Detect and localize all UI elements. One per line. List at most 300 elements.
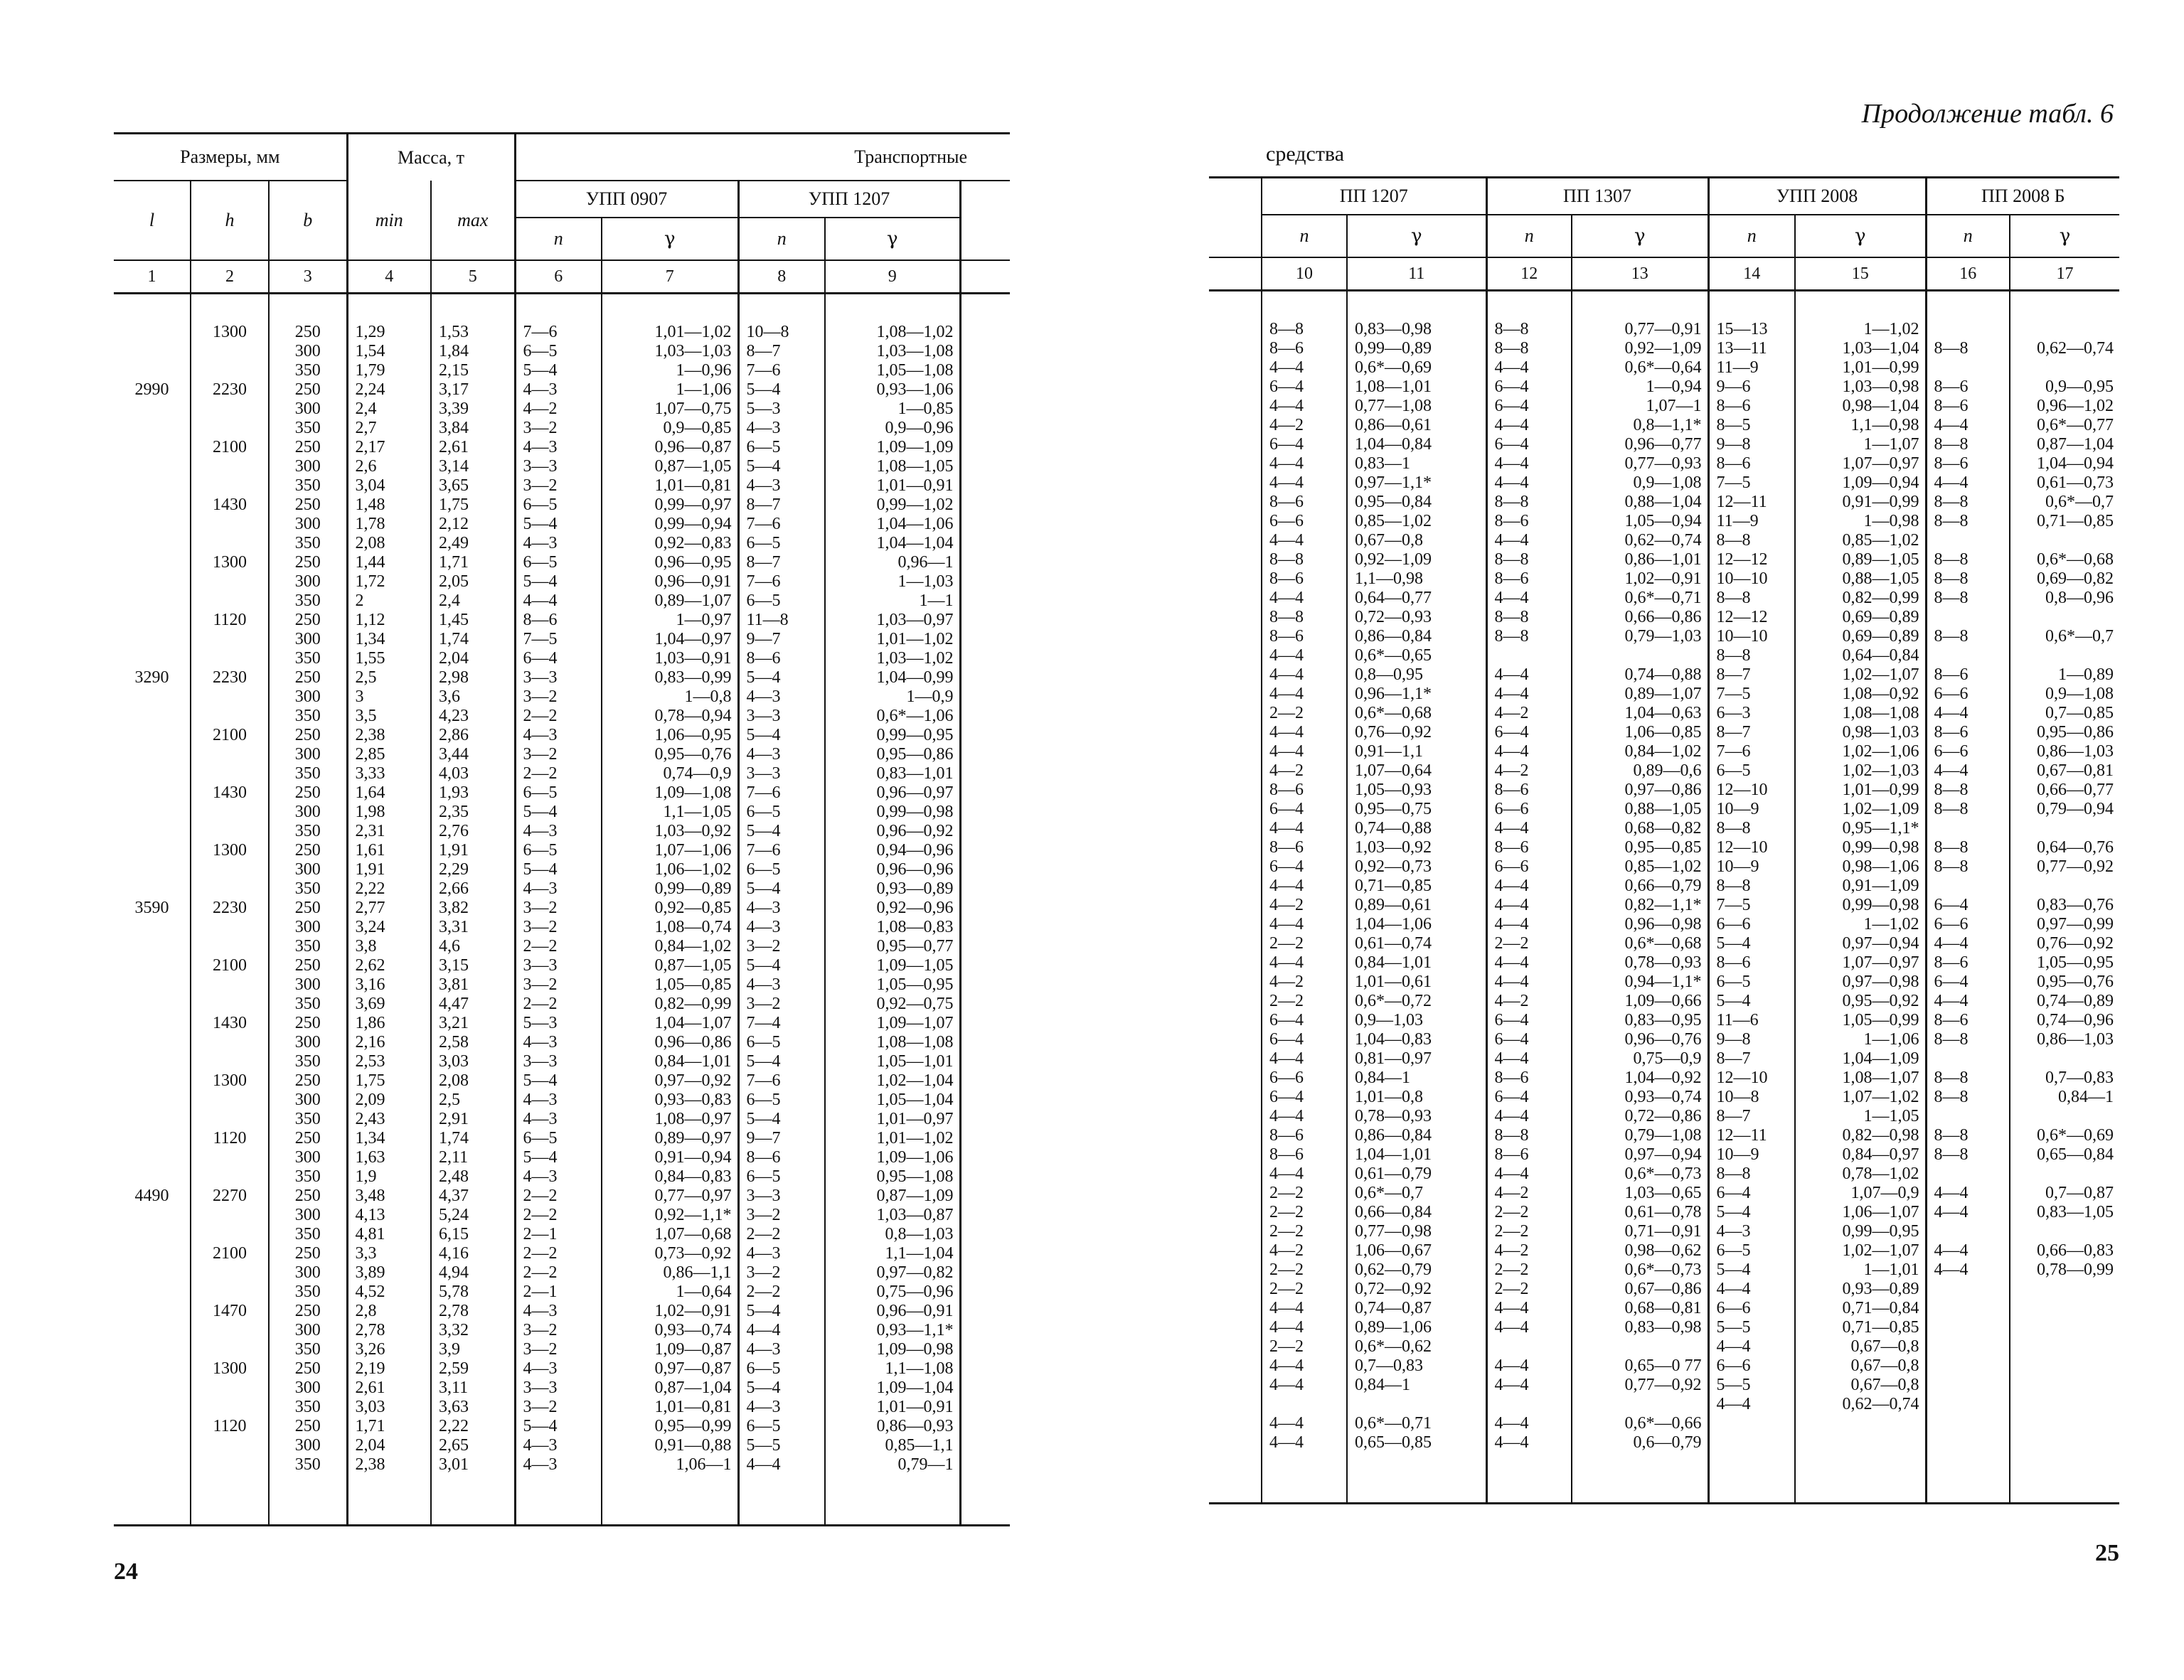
cell-b: 250: [269, 323, 347, 342]
table-row: [1209, 1222, 2119, 1241]
cell-h: 1430: [191, 496, 269, 515]
cell-gamma-pp1307: 0,68—0,81: [1572, 1299, 1708, 1318]
cell-gamma-upp2008: 0,98—1,04: [1795, 397, 1926, 416]
cell-n-pp1307: [1486, 1395, 1572, 1414]
cell-gamma-pp2008b: 0,6*—0,68: [2037, 550, 2114, 569]
cell-n-pp1307: 4—4: [1486, 1049, 1572, 1069]
cell-gamma-pp2008b: [2010, 1318, 2119, 1337]
cell-gamma-upp2008: 1—1,06: [1795, 1030, 1926, 1049]
cell-gamma-upp0907: 0,89—0,97: [602, 1129, 738, 1148]
cell-gamma-upp2008: 0,95—1,1*: [1795, 819, 1926, 838]
table-row: [114, 342, 1010, 361]
cell-n-pp1307: 2—2: [1486, 1203, 1572, 1222]
cell-n-upp2008: 12—10: [1708, 1069, 1795, 1088]
table-row: [114, 457, 1010, 476]
cell-n-pp1207: 4—4: [1262, 1357, 1347, 1376]
cell-gamma-pp2008b: 0,66—0,77: [2037, 781, 2114, 799]
cell-gamma-pp1207: 0,84—1: [1347, 1376, 1486, 1395]
cell-min: 3,89: [347, 1263, 431, 1283]
cell-max: 3,31: [431, 918, 515, 937]
cell-gamma-pp1207: 0,92—1,09: [1347, 550, 1486, 569]
table-row: [1209, 1126, 2119, 1145]
cell-max: 3,9: [431, 1340, 515, 1359]
cell-min: 2,62: [347, 956, 431, 975]
cell-gamma-pp1307: 0,93—0,74: [1572, 1088, 1708, 1107]
cell-gamma-pp1207: 1,03—0,92: [1347, 838, 1486, 857]
empty-cell: [960, 1187, 1010, 1206]
cell-gamma-pp1307: 0,72—0,86: [1572, 1107, 1708, 1126]
cell-gamma-pp2008b: [2010, 1049, 2119, 1069]
cell-h: 2100: [191, 956, 269, 975]
cell-n-pp1307: 8—6: [1486, 838, 1572, 857]
cell-n-pp1207: 4—4: [1262, 953, 1347, 973]
table-row: [1209, 704, 2119, 723]
cell-n-upp2008: 6—5: [1708, 973, 1795, 992]
cell-gamma-pp1207: 0,89—0,61: [1347, 896, 1486, 915]
cell-l: [114, 457, 191, 476]
table-row: [114, 1071, 1010, 1091]
table-row: [1209, 531, 2119, 550]
cell-n-upp2008: 10—10: [1708, 627, 1795, 646]
cell-gamma-pp2008b: 0,97—0,99: [2037, 915, 2114, 933]
cell-b: 250: [269, 496, 347, 515]
cell-n-upp0907: 3—3: [515, 956, 602, 975]
empty-cell: [1209, 1049, 1262, 1069]
cell-n-pp1207: 4—4: [1262, 1433, 1347, 1452]
cell-min: 2,78: [347, 1321, 431, 1340]
cell-gamma-upp0907: 1—0,64: [602, 1283, 738, 1302]
table-row: [114, 1340, 1010, 1359]
cell-l: [114, 764, 191, 783]
empty-cell: [1209, 1203, 1262, 1222]
table-row: [1209, 1280, 2119, 1299]
cell-n-pp1307: 4—4: [1486, 1357, 1572, 1376]
cell-n-upp2008: 10—9: [1708, 1145, 1795, 1165]
cell-n-pp1307: 6—4: [1486, 723, 1572, 742]
cell-max: 2,91: [431, 1110, 515, 1129]
empty-cell: [1209, 953, 1262, 973]
cell-gamma-pp1307: 0,6*—0,73: [1572, 1261, 1708, 1280]
cell-n-upp2008: 8—6: [1708, 397, 1795, 416]
cell-gamma-pp2008b: 0,9—1,08: [2045, 685, 2114, 703]
cell-l: [114, 1167, 191, 1187]
cell-n-upp2008: 11—9: [1708, 512, 1795, 531]
cell-h: [191, 918, 269, 937]
cell-gamma-pp2008b: [2010, 1414, 2119, 1433]
cell-n-upp1207: 6—5: [738, 534, 825, 553]
cell-gamma-pp1307: 0,79—1,08: [1572, 1126, 1708, 1145]
cell-l: [114, 745, 191, 764]
cell-n-pp1207: 4—4: [1262, 1376, 1347, 1395]
cell-n-pp2008b: 8—6: [1926, 665, 2010, 685]
cell-n-pp1307: 6—6: [1486, 857, 1572, 877]
cell-n-pp2008b: [1926, 1280, 2010, 1299]
cell-max: 2,15: [431, 361, 515, 380]
cell-n-pp1207: 4—4: [1262, 819, 1347, 838]
table-row: [1209, 1203, 2119, 1222]
empty-cell: [1209, 800, 1262, 819]
cell-gamma-pp1307: 0,79—1,03: [1572, 627, 1708, 646]
cell-n-upp1207: 7—6: [738, 841, 825, 860]
cell-gamma-upp2008: 0,93—0,89: [1795, 1280, 1926, 1299]
cell-gamma-pp1207: 0,84—1,01: [1347, 953, 1486, 973]
cell-n-upp2008: 7—6: [1708, 742, 1795, 761]
table-row: [1209, 454, 2119, 473]
cell-min: 3: [347, 687, 431, 707]
header-gamma: γ: [1795, 215, 1926, 257]
cell-n-pp1207: 6—6: [1262, 1069, 1347, 1088]
cell-h: [191, 1436, 269, 1455]
cell-max: 2,11: [431, 1148, 515, 1167]
empty-cell: [960, 687, 1010, 707]
cell-b: 300: [269, 572, 347, 592]
cell-n-pp2008b: [1926, 1318, 2010, 1337]
empty-cell: [960, 457, 1010, 476]
cell-gamma-upp0907: 1,1—1,05: [602, 803, 738, 822]
cell-b: 300: [269, 918, 347, 937]
table-row: [1209, 953, 2119, 973]
cell-max: 1,74: [431, 1129, 515, 1148]
cell-gamma-pp1207: 1,05—0,93: [1347, 781, 1486, 800]
table-row: [114, 822, 1010, 841]
cell-n-upp2008: 4—4: [1708, 1337, 1795, 1357]
cell-n-pp1207: 4—4: [1262, 1318, 1347, 1337]
empty-cell: [1209, 1357, 1262, 1376]
cell-n-pp1207: 2—2: [1262, 1261, 1347, 1280]
empty-cell: [1209, 1433, 1262, 1452]
cell-n-upp0907: 7—6: [515, 323, 602, 342]
cell-n-pp2008b: [1926, 1222, 2010, 1241]
cell-n-upp2008: 6—5: [1708, 761, 1795, 781]
table-row: [114, 515, 1010, 534]
cell-gamma-pp1307: 0,96—0,76: [1572, 1030, 1708, 1049]
table-row: [114, 783, 1010, 803]
cell-n-pp1307: 8—6: [1486, 569, 1572, 589]
cell-gamma-pp1307: 0,84—1,02: [1572, 742, 1708, 761]
empty-cell: [1209, 877, 1262, 896]
cell-gamma-pp2008b: [2010, 877, 2119, 896]
cell-n-upp0907: 4—3: [515, 1110, 602, 1129]
cell-gamma-pp2008b: 0,95—0,76: [2037, 973, 2114, 991]
table-row: [114, 1187, 1010, 1206]
cell-gamma-upp1207: 0,99—0,98: [825, 803, 960, 822]
cell-gamma-pp2008b: [2010, 819, 2119, 838]
cell-n-upp1207: 7—6: [738, 783, 825, 803]
cell-gamma-pp1307: 0,77—0,92: [1572, 1376, 1708, 1395]
cell-n-pp2008b: 4—4: [1926, 1261, 2010, 1280]
cell-l: [114, 937, 191, 956]
empty-cell: [1209, 896, 1262, 915]
table-row: [114, 745, 1010, 764]
empty-cell: [1209, 320, 1262, 339]
cell-n-upp1207: 5—4: [738, 879, 825, 899]
cell-min: 2,04: [347, 1436, 431, 1455]
cell-gamma-pp1207: [1347, 1395, 1486, 1414]
table-row: [114, 572, 1010, 592]
cell-max: 2,61: [431, 438, 515, 457]
cell-n-pp1307: 8—8: [1486, 627, 1572, 646]
cell-gamma-upp0907: 1,01—1,02: [602, 323, 738, 342]
cell-min: 1,9: [347, 1167, 431, 1187]
cell-b: 300: [269, 975, 347, 995]
cell-n-pp2008b: 4—4: [1926, 992, 2010, 1011]
cell-n-pp2008b: 8—8: [1926, 800, 2010, 819]
col-num: 10: [1262, 257, 1347, 291]
cell-n-upp2008: 5—4: [1708, 1203, 1795, 1222]
empty-cell: [960, 323, 1010, 342]
cell-gamma-upp0907: 0,96—0,95: [602, 553, 738, 572]
table-row: [1209, 589, 2119, 608]
table-row: [1209, 1145, 2119, 1165]
cell-gamma-upp0907: 0,92—0,83: [602, 534, 738, 553]
cell-gamma-upp2008: 0,62—0,74: [1795, 1395, 1926, 1414]
cell-max: 5,24: [431, 1206, 515, 1225]
header-n: n: [738, 218, 825, 260]
cell-gamma-upp1207: 0,79—1: [825, 1455, 960, 1475]
cell-n-upp2008: 12—12: [1708, 550, 1795, 569]
cell-h: 1300: [191, 841, 269, 860]
header-n: n: [1262, 215, 1347, 257]
cell-n-pp2008b: [1926, 877, 2010, 896]
cell-gamma-pp1307: 0,83—0,95: [1572, 1011, 1708, 1030]
header-n: n: [1926, 215, 2010, 257]
table-row: [114, 1379, 1010, 1398]
cell-n-pp2008b: 4—4: [1926, 1241, 2010, 1261]
cell-gamma-upp0907: 1,09—0,87: [602, 1340, 738, 1359]
cell-n-pp1307: 8—6: [1486, 1145, 1572, 1165]
table-row: [1209, 742, 2119, 761]
table-row: [114, 1359, 1010, 1379]
table-row: [114, 879, 1010, 899]
cell-n-upp0907: 6—5: [515, 841, 602, 860]
cell-gamma-upp1207: 1—1,03: [825, 572, 960, 592]
cell-n-upp0907: 3—3: [515, 668, 602, 687]
cell-n-upp1207: 9—7: [738, 630, 825, 649]
cell-n-upp1207: 6—5: [738, 1033, 825, 1052]
empty-cell: [960, 572, 1010, 592]
empty-cell: [1209, 339, 1262, 358]
cell-gamma-pp2008b: [2010, 320, 2119, 339]
cell-b: 300: [269, 1436, 347, 1455]
cell-gamma-pp1207: 0,83—0,98: [1347, 320, 1486, 339]
cell-gamma-pp1307: 0,8—1,1*: [1572, 416, 1708, 435]
table-row: [1209, 1069, 2119, 1088]
cell-gamma-pp1307: 0,78—0,93: [1572, 953, 1708, 973]
cell-gamma-upp1207: 1,09—1,09: [825, 438, 960, 457]
cell-n-upp1207: 7—6: [738, 515, 825, 534]
table-row: [1209, 1357, 2119, 1376]
table-row: [114, 764, 1010, 783]
empty-cell: [960, 1263, 1010, 1283]
cell-gamma-pp1207: 0,6*—0,69: [1347, 358, 1486, 378]
cell-n-upp2008: 6—6: [1708, 1299, 1795, 1318]
cell-gamma-pp1307: [1572, 646, 1708, 665]
cell-gamma-pp2008b: 0,6*—0,7: [2045, 493, 2114, 511]
cell-n-upp0907: 3—2: [515, 975, 602, 995]
table-row: [1209, 550, 2119, 569]
cell-gamma-upp2008: 0,71—0,84: [1795, 1299, 1926, 1318]
cell-gamma-upp2008: 1,06—1,07: [1795, 1203, 1926, 1222]
cell-b: 300: [269, 860, 347, 879]
empty-cell: [960, 1321, 1010, 1340]
cell-n-upp0907: 5—4: [515, 803, 602, 822]
cell-n-pp1207: 6—4: [1262, 378, 1347, 397]
cell-n-upp1207: 4—3: [738, 476, 825, 496]
cell-h: [191, 975, 269, 995]
cell-gamma-pp1207: 0,64—0,77: [1347, 589, 1486, 608]
cell-h: 1470: [191, 1302, 269, 1321]
end-row: [114, 1475, 1010, 1526]
cell-n-upp0907: 4—3: [515, 534, 602, 553]
cell-n-upp2008: 7—5: [1708, 896, 1795, 915]
empty-cell: [960, 1091, 1010, 1110]
cell-b: 350: [269, 361, 347, 380]
cell-gamma-upp0907: 0,9—0,85: [602, 419, 738, 438]
cell-gamma-upp2008: 0,91—0,99: [1795, 493, 1926, 512]
cell-n-pp1207: 2—2: [1262, 1222, 1347, 1241]
cell-n-upp1207: 3—2: [738, 1206, 825, 1225]
empty-cell: [960, 1359, 1010, 1379]
col-num: 8: [738, 260, 825, 294]
cell-gamma-upp0907: 1,01—0,81: [602, 1398, 738, 1417]
cell-b: 300: [269, 1091, 347, 1110]
cell-n-pp2008b: 6—4: [1926, 973, 2010, 992]
cell-gamma-pp2008b: [2010, 608, 2119, 627]
cell-gamma-pp1207: 1,01—0,8: [1347, 1088, 1486, 1107]
cell-n-upp1207: 5—4: [738, 822, 825, 841]
cell-l: [114, 572, 191, 592]
cell-gamma-upp1207: 1,08—0,83: [825, 918, 960, 937]
empty-cell: [1209, 857, 1262, 877]
cell-gamma-pp1207: 0,6*—0,68: [1347, 704, 1486, 723]
cell-gamma-upp0907: 0,93—0,83: [602, 1091, 738, 1110]
cell-gamma-pp2008b: 0,77—0,92: [2037, 857, 2114, 876]
table-row: [114, 1129, 1010, 1148]
empty-cell: [960, 1302, 1010, 1321]
cell-n-pp1207: 2—2: [1262, 992, 1347, 1011]
cell-min: 4,13: [347, 1206, 431, 1225]
cell-n-pp1307: 4—4: [1486, 416, 1572, 435]
table-row: [114, 496, 1010, 515]
cell-gamma-pp2008b: 0,7—0,87: [2045, 1184, 2114, 1202]
cell-n-upp2008: 5—5: [1708, 1376, 1795, 1395]
cell-gamma-upp2008: 0,99—0,98: [1795, 838, 1926, 857]
cell-gamma-upp0907: 0,96—0,87: [602, 438, 738, 457]
cell-gamma-pp1307: 0,88—1,04: [1572, 493, 1708, 512]
empty-cell: [960, 438, 1010, 457]
cell-n-upp0907: 2—2: [515, 937, 602, 956]
cell-n-upp0907: 5—4: [515, 572, 602, 592]
cell-max: 3,32: [431, 1321, 515, 1340]
cell-l: [114, 860, 191, 879]
empty-cell: [1209, 819, 1262, 838]
cell-h: [191, 1379, 269, 1398]
header-b: b: [269, 181, 347, 260]
cell-gamma-pp1207: 0,77—1,08: [1347, 397, 1486, 416]
cell-n-upp2008: 10—9: [1708, 857, 1795, 877]
cell-gamma-pp2008b: [2010, 1222, 2119, 1241]
cell-h: [191, 476, 269, 496]
cell-l: [114, 1417, 191, 1436]
cell-gamma-pp2008b: [2010, 531, 2119, 550]
cell-gamma-pp2008b: 0,74—0,89: [2037, 992, 2114, 1010]
cell-n-upp1207: 6—5: [738, 803, 825, 822]
cell-max: 2,86: [431, 726, 515, 745]
cell-gamma-pp1207: 0,92—0,73: [1347, 857, 1486, 877]
empty-cell: [960, 380, 1010, 400]
cell-n-pp1307: 4—4: [1486, 454, 1572, 473]
empty-cell: [1209, 397, 1262, 416]
table-row: [114, 899, 1010, 918]
table-row: [114, 668, 1010, 687]
cell-b: 300: [269, 1033, 347, 1052]
cell-gamma-upp0907: 0,96—0,91: [602, 572, 738, 592]
cell-n-upp1207: 4—4: [738, 1455, 825, 1475]
header-gamma: γ: [825, 218, 960, 260]
cell-gamma-upp1207: 0,93—1,1*: [825, 1321, 960, 1340]
cell-n-pp1207: 4—4: [1262, 531, 1347, 550]
header-upp1207: УПП 1207: [738, 181, 960, 218]
empty-cell: [1209, 493, 1262, 512]
cell-l: 2990: [114, 380, 191, 400]
cell-n-pp1307: 4—4: [1486, 877, 1572, 896]
cell-gamma-pp1307: 0,6*—0,73: [1572, 1165, 1708, 1184]
cell-min: 3,26: [347, 1340, 431, 1359]
cell-min: 1,34: [347, 630, 431, 649]
empty-cell: [960, 918, 1010, 937]
cell-gamma-upp1207: 1,05—1,01: [825, 1052, 960, 1071]
cell-gamma-upp2008: 0,91—1,09: [1795, 877, 1926, 896]
empty-cell: [960, 611, 1010, 630]
cell-h: 1430: [191, 783, 269, 803]
cell-min: 1,63: [347, 1148, 431, 1167]
cell-n-upp0907: 5—4: [515, 1417, 602, 1436]
cell-n-upp1207: 3—3: [738, 764, 825, 783]
cell-gamma-pp1307: 0,82—1,1*: [1572, 896, 1708, 915]
cell-n-pp1207: 4—4: [1262, 1414, 1347, 1433]
cell-b: 300: [269, 1321, 347, 1340]
cell-gamma-pp1207: 0,91—1,1: [1347, 742, 1486, 761]
cell-min: 3,48: [347, 1187, 431, 1206]
cell-gamma-upp1207: 1,09—1,06: [825, 1148, 960, 1167]
empty-cell: [960, 1283, 1010, 1302]
cell-max: 3,17: [431, 380, 515, 400]
cell-b: 250: [269, 1187, 347, 1206]
cell-gamma-upp2008: 0,98—1,03: [1795, 723, 1926, 742]
table-row: [1209, 608, 2119, 627]
cell-gamma-pp1207: 0,6*—0,71: [1347, 1414, 1486, 1433]
cell-gamma-pp1307: 0,66—0,79: [1572, 877, 1708, 896]
cell-gamma-upp2008: 1—1,07: [1795, 435, 1926, 454]
cell-n-upp1207: 5—4: [738, 380, 825, 400]
cell-max: 3,21: [431, 1014, 515, 1033]
cell-min: 2,08: [347, 534, 431, 553]
empty-cell: [960, 419, 1010, 438]
cell-n-upp2008: 4—4: [1708, 1280, 1795, 1299]
cell-n-upp0907: 4—3: [515, 380, 602, 400]
cell-n-pp1207: 6—4: [1262, 857, 1347, 877]
cell-n-pp1307: 2—2: [1486, 1222, 1572, 1241]
cell-b: 350: [269, 1340, 347, 1359]
cell-gamma-upp1207: 0,86—0,93: [825, 1417, 960, 1436]
header-gamma: γ: [602, 218, 738, 260]
cell-n-pp2008b: [1926, 1433, 2010, 1452]
cell-n-pp2008b: [1926, 358, 2010, 378]
cell-min: 3,3: [347, 1244, 431, 1263]
cell-n-pp1207: 8—8: [1262, 608, 1347, 627]
cell-gamma-upp0907: 1,05—0,85: [602, 975, 738, 995]
cell-gamma-upp1207: 0,95—1,08: [825, 1167, 960, 1187]
